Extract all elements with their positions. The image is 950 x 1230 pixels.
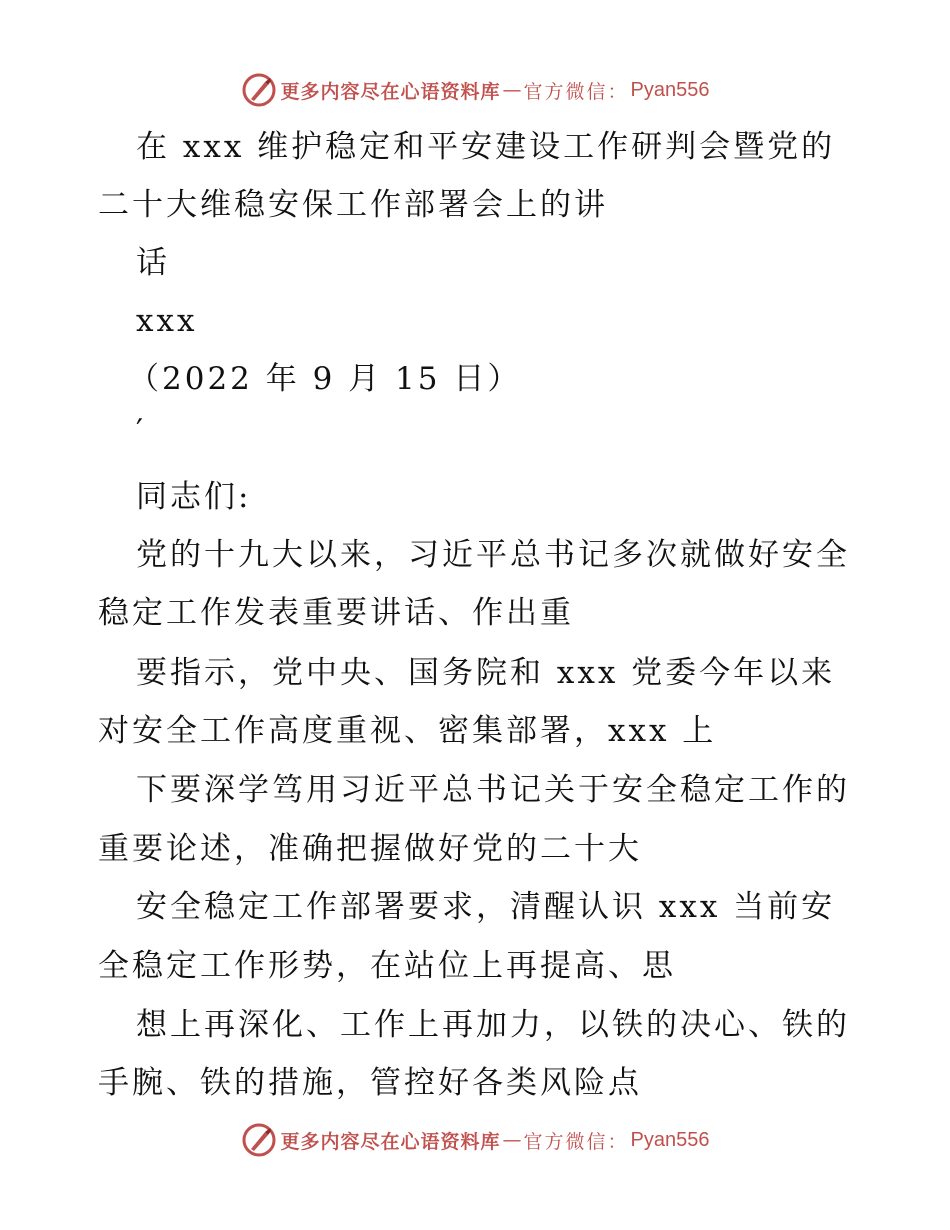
pen-logo-icon — [241, 72, 277, 108]
body-line-5: 下要深学笃用习近平总书记关于安全稳定工作的 — [136, 772, 850, 808]
stray-mark: ′ — [136, 413, 147, 449]
body-line-6: 重要论述，准确把握做好党的二十大 — [98, 831, 642, 867]
body-line-9: 想上再深化、工作上再加力，以铁的决心、铁的 — [136, 1007, 850, 1043]
header-watermark-banner — [0, 70, 950, 110]
title-line-3: 话 — [136, 245, 170, 281]
body-line-3: 要指示，党中央、国务院和 xxx 党委今年以来 — [136, 655, 836, 691]
banner-wechat-id: Pyan556 — [630, 78, 710, 101]
body-line-7: 安全稳定工作部署要求，清醒认识 xxx 当前安 — [136, 889, 836, 925]
body-line-4: 对安全工作高度重视、密集部署，xxx 上 — [98, 713, 717, 749]
banner-text: 更多内容尽在心语资料库 — [280, 1130, 501, 1153]
title-line-1: 在 xxx 维护稳定和平安建设工作研判会暨党的 — [136, 129, 836, 165]
salutation: 同志们: — [136, 479, 252, 515]
banner-wechat-label: 官方微信： — [523, 1130, 629, 1153]
banner-wechat-label: 官方微信： — [523, 80, 629, 103]
body-line-8: 全稳定工作形势，在站位上再提高、思 — [98, 948, 676, 984]
banner-separator: — — [502, 79, 522, 101]
date: （2022 年 9 月 15 日） — [128, 361, 522, 397]
banner-separator: — — [502, 1129, 522, 1151]
banner-text: 更多内容尽在心语资料库 — [280, 80, 501, 103]
title-line-2: 二十大维稳安保工作部署会上的讲 — [98, 187, 608, 223]
footer-watermark-banner — [0, 1120, 950, 1160]
banner-wechat-id: Pyan556 — [630, 1128, 710, 1151]
body-line-2: 稳定工作发表重要讲话、作出重 — [98, 595, 574, 631]
body-line-10: 手腕、铁的措施，管控好各类风险点 — [98, 1065, 642, 1101]
author: xxx — [136, 303, 198, 339]
pen-logo-icon — [241, 1122, 277, 1158]
body-line-1: 党的十九大以来，习近平总书记多次就做好安全 — [136, 537, 850, 573]
